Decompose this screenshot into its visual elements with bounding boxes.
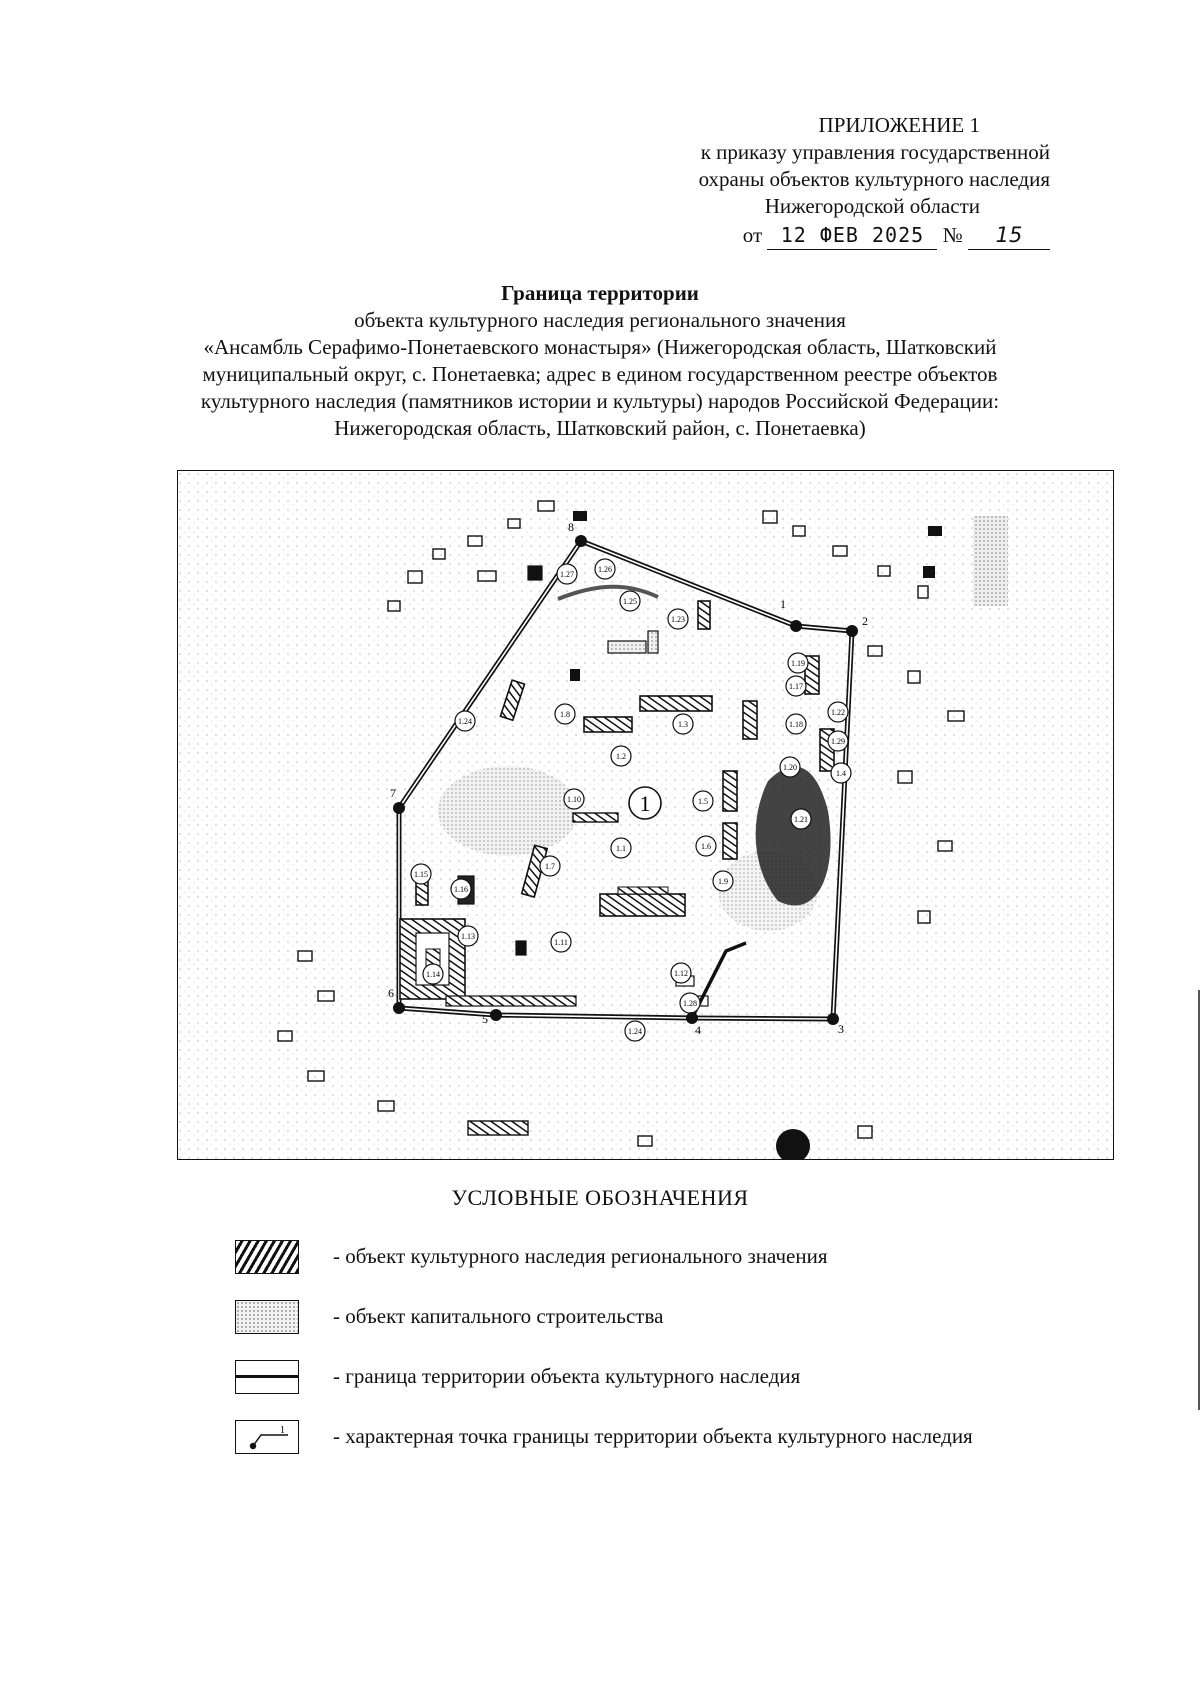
object-label: 1.17 xyxy=(789,682,803,691)
building-outline xyxy=(468,1121,528,1135)
object-label: 1.28 xyxy=(683,999,697,1008)
object-label: 1.25 xyxy=(623,597,637,606)
registration-line xyxy=(630,222,1050,252)
main-object-label xyxy=(629,787,661,819)
object-label: 1.24 xyxy=(628,1027,642,1036)
heritage-building xyxy=(584,717,632,732)
building-solid xyxy=(928,526,942,536)
building-solid xyxy=(573,511,587,521)
boundary-point-icon xyxy=(236,1421,297,1452)
capital-building xyxy=(608,641,646,653)
map-canvas xyxy=(178,471,1113,1159)
boundary-point-label: 7 xyxy=(390,786,396,800)
object-label: 1.19 xyxy=(791,659,805,668)
object-label: 1.21 xyxy=(794,815,808,824)
boundary-point xyxy=(393,1002,405,1014)
appendix-line-3: Нижегородской области xyxy=(764,194,980,218)
boundary-point-label: 6 xyxy=(388,986,394,1000)
boundary-point-label: 5 xyxy=(482,1012,488,1026)
object-label: 1.13 xyxy=(461,932,475,941)
object-label: 1.22 xyxy=(831,708,845,717)
heading-line-1: объекта культурного наследия регионального значения xyxy=(354,308,846,332)
object-label: 1.7 xyxy=(545,862,555,871)
svg-text:1: 1 xyxy=(280,1425,285,1436)
appendix-header xyxy=(630,112,1050,252)
boundary-point-label: 2 xyxy=(862,614,868,628)
boundary-point-label: 4 xyxy=(695,1023,701,1037)
order-date: 12 ФЕВ 2025 xyxy=(767,222,937,250)
legend-text: - объект капитального строительства xyxy=(333,1304,664,1328)
legend-hatch-swatch xyxy=(235,1240,299,1274)
object-label: 1.1 xyxy=(616,844,626,853)
object-label: 1.6 xyxy=(701,842,711,851)
heritage-building xyxy=(698,601,710,629)
heading-line-4: культурного наследия (памятников истории и культуры) народов Российской Федерации: xyxy=(200,389,1000,413)
heading-line-3: муниципальный округ, с. Понетаевка; адрес в едином государственном реестре объектов xyxy=(202,362,998,386)
object-label: 1.29 xyxy=(831,737,845,746)
object-label: 1.12 xyxy=(674,969,688,978)
object-label: 1.9 xyxy=(718,877,728,886)
heading-line-2: «Ансамбль Серафимо-Понетаевского монастыря» (Нижегородская область, Шатковский xyxy=(203,335,997,359)
object-label: 1.16 xyxy=(454,885,468,894)
appendix-title: ПРИЛОЖЕНИЕ 1 xyxy=(818,113,980,137)
boundary-point xyxy=(790,620,802,632)
object-label: 1.4 xyxy=(836,769,846,778)
number-prefix: № xyxy=(942,223,963,247)
heritage-building xyxy=(723,823,737,859)
vegetation-patch xyxy=(973,516,1008,606)
boundary-point-label: 1 xyxy=(780,597,786,611)
legend-text: - граница территории объекта культурного наследия xyxy=(333,1364,801,1388)
heritage-building xyxy=(528,566,542,580)
building-solid xyxy=(923,566,935,578)
document-heading xyxy=(150,280,1050,442)
heritage-building xyxy=(723,771,737,811)
object-label: 1.23 xyxy=(671,615,685,624)
heading-title: Граница территории xyxy=(501,281,699,305)
legend-title: УСЛОВНЫЕ ОБОЗНАЧЕНИЯ xyxy=(451,1185,749,1210)
boundary-point-label: 8 xyxy=(568,520,574,534)
boundary-point xyxy=(490,1009,502,1021)
object-label: 1.24 xyxy=(458,717,472,726)
object-label: 1.2 xyxy=(616,752,626,761)
heritage-building xyxy=(600,894,685,916)
building-solid xyxy=(570,669,580,681)
heritage-building xyxy=(618,887,668,894)
object-label: 1.20 xyxy=(783,763,797,772)
legend-boundary-swatch xyxy=(235,1360,299,1394)
legend-point-swatch xyxy=(235,1420,299,1454)
heritage-building xyxy=(573,813,618,822)
object-label: 1.26 xyxy=(598,565,612,574)
appendix-line-1: к приказу управления государственной xyxy=(700,140,1050,164)
boundary-point-label: 3 xyxy=(838,1022,844,1036)
object-label: 1.18 xyxy=(789,720,803,729)
object-label: 1.11 xyxy=(554,938,568,947)
boundary-point xyxy=(846,625,858,637)
date-prefix: от xyxy=(742,223,763,247)
heritage-building xyxy=(640,696,712,711)
vegetation-patch xyxy=(438,766,578,856)
heritage-building xyxy=(743,701,757,739)
legend-text: - характерная точка границы территории объекта культурного наследия xyxy=(333,1424,973,1448)
order-number: 15 xyxy=(968,222,1050,250)
main-label-text: 1 xyxy=(639,791,651,816)
appendix-line-2: охраны объектов культурного наследия xyxy=(698,167,1050,191)
boundary-point xyxy=(393,802,405,814)
object-label: 1.5 xyxy=(698,797,708,806)
heritage-building xyxy=(516,941,526,955)
object-label: 1.27 xyxy=(560,570,574,579)
heading-line-5: Нижегородская область, Шатковский район, с. Понетаевка) xyxy=(334,416,866,440)
legend-text: - объект культурного наследия регионального значения xyxy=(333,1244,828,1268)
object-label: 1.15 xyxy=(414,870,428,879)
capital-building xyxy=(648,631,658,653)
object-label: 1.8 xyxy=(560,710,570,719)
heritage-building xyxy=(446,996,576,1006)
territory-map xyxy=(177,470,1114,1160)
legend-dots-swatch xyxy=(235,1300,299,1334)
object-label: 1.10 xyxy=(567,795,581,804)
object-label: 1.3 xyxy=(678,720,688,729)
boundary-point xyxy=(575,535,587,547)
object-label: 1.14 xyxy=(426,970,440,979)
